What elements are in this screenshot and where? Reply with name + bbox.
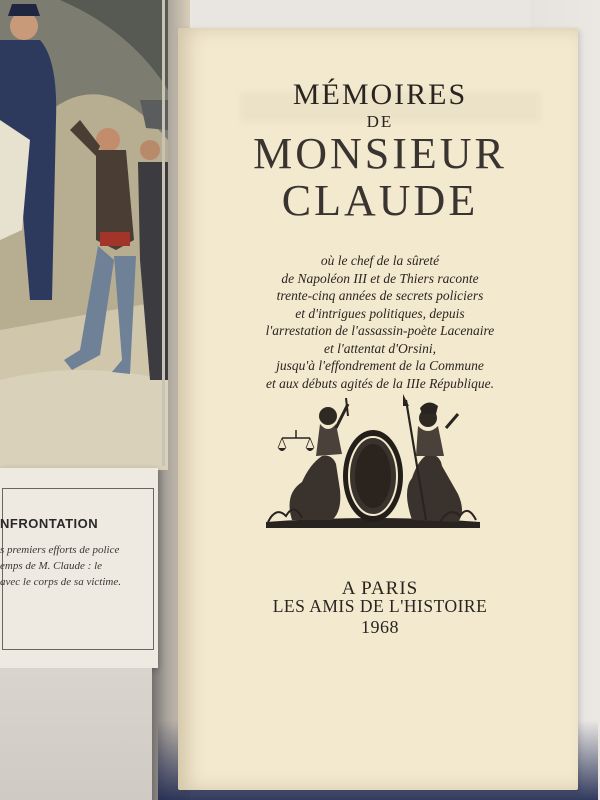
publisher-city: A PARIS (341, 578, 419, 599)
description-line: de Napoléon III et de Thiers raconte (281, 270, 479, 286)
publisher-name: LES AMIS DE L'HISTOIRE (272, 596, 488, 616)
description-line: où le chef de la sûreté (320, 253, 440, 268)
title-monsieur: MONSIEUR (253, 129, 507, 178)
title-claude: CLAUDE (281, 176, 479, 225)
description-line: et l'attentat d'Orsini, (324, 340, 436, 356)
publication-year: 1968 (361, 617, 399, 637)
description-line: l'arrestation de l'assassin-poète Lacenaire (265, 323, 495, 338)
caption-line: avec le corps de sa victime. (0, 576, 121, 588)
description-line: jusqu'à l'effondrement de la Commune (276, 358, 484, 373)
caption-line: s premiers efforts de police (0, 544, 120, 556)
allegory-emblem-illustration (262, 394, 484, 534)
title-de: DE (366, 112, 394, 131)
caption-line: emps de M. Claude : le (0, 560, 103, 572)
description-line: et aux débuts agités de la IIIe République. (266, 375, 494, 391)
description-line: trente-cinq années de secrets policiers (276, 288, 484, 303)
plate-border (0, 0, 165, 466)
table-surface (0, 668, 152, 800)
title-memoires: MÉMOIRES (292, 78, 468, 111)
caption-title: NFRONTATION (0, 516, 99, 531)
description-block (210, 252, 550, 392)
description-line: et d'intrigues politiques, depuis (295, 305, 465, 321)
